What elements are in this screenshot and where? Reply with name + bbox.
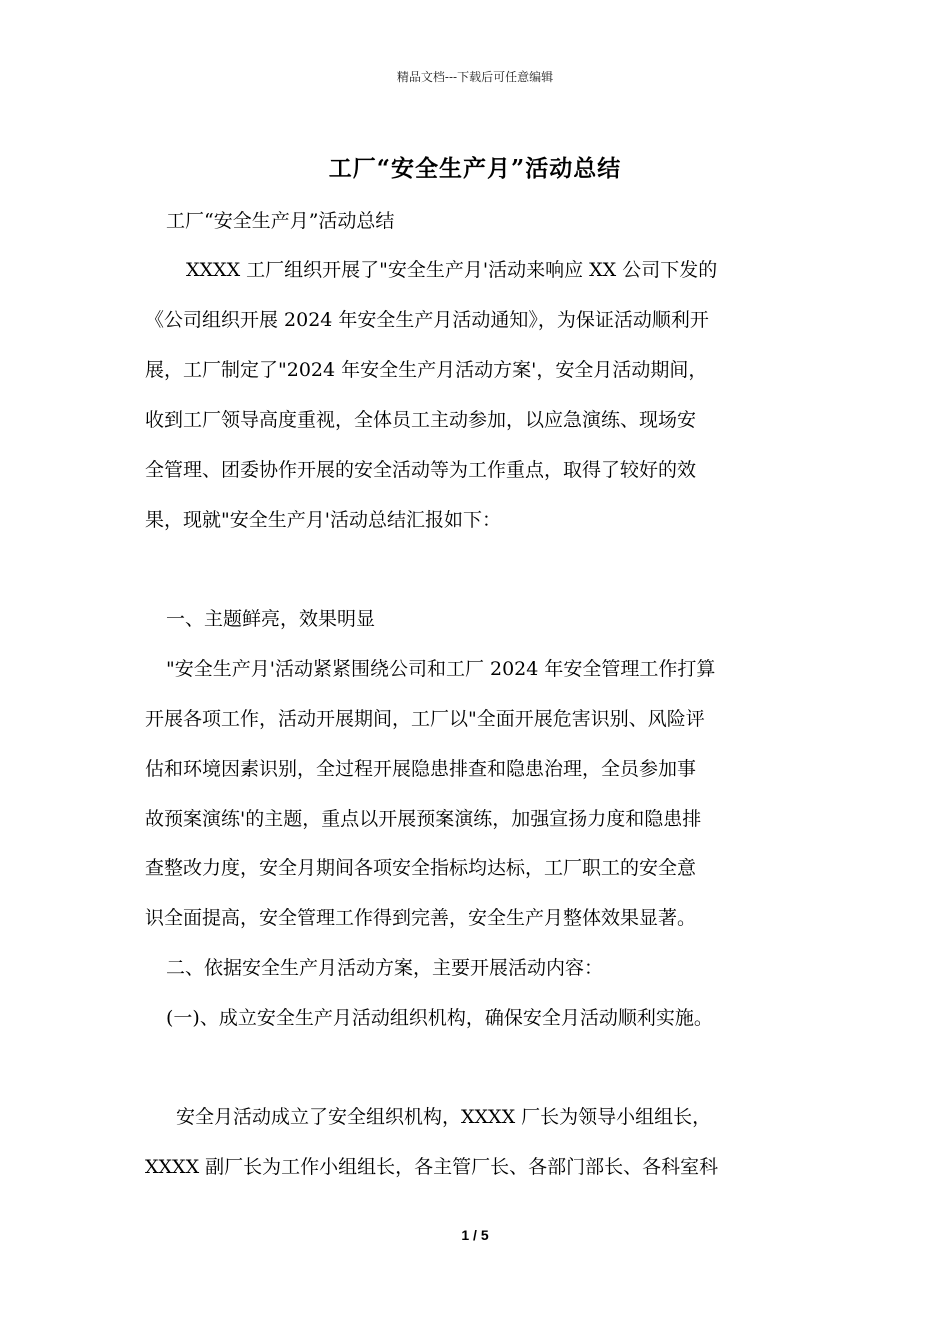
paragraph-line: 果，现就"安全生产月'活动总结汇报如下： [145,509,501,531]
paragraph-line: 故预案演练'的主题，重点以开展预案演练，加强宣扬力度和隐患排 [145,808,702,830]
paragraph-line: 安全月活动成立了安全组织机构，XXXX 厂长为领导小组组长， [176,1106,712,1128]
section-heading: 二、依据安全生产月活动方案，主要开展活动内容： [166,957,604,979]
paragraph-line: XXXX 工厂组织开展了"安全生产月'活动来响应 XX 公司下发的 [186,259,718,281]
paragraph-line: 开展各项工作，活动开展期间，工厂以"全面开展危害识别、风险评 [145,708,705,730]
page-header: 精品文档---下载后可任意编辑 [396,70,554,84]
subsection-heading: (一)、成立安全生产月活动组织机构，确保安全月活动顺利实施。 [166,1007,713,1029]
paragraph-line: "安全生产月'活动紧紧围绕公司和工厂 2024 年安全管理工作打算 [166,658,716,680]
subtitle-line: 工厂“安全生产月”活动总结 [166,210,395,232]
section-heading: 一、主题鲜亮，效果明显 [166,608,376,630]
paragraph-line: 估和环境因素识别，全过程开展隐患排查和隐患治理，全员参加事 [145,758,697,780]
paragraph-line: XXXX 副厂长为工作小组组长，各主管厂长、各部门部长、各科室科 [145,1156,719,1178]
paragraph-line: 查整改力度，安全月期间各项安全指标均达标，工厂职工的安全意 [145,857,697,879]
paragraph-line: 识全面提高，安全管理工作得到完善，安全生产月整体效果显著。 [145,907,697,929]
paragraph-line: 《公司组织开展 2024 年安全生产月活动通知》，为保证活动顺利开 [145,309,709,331]
paragraph-line: 展，工厂制定了"2024 年安全生产月活动方案'，安全月活动期间， [145,359,708,381]
paragraph-line: 收到工厂领导高度重视，全体员工主动参加，以应急演练、现场安 [145,409,697,431]
document-title: 工厂“安全生产月”活动总结 [328,155,622,182]
paragraph-line: 全管理、团委协作开展的安全活动等为工作重点，取得了较好的效 [145,459,697,481]
page-number: 1 / 5 [461,1227,489,1243]
